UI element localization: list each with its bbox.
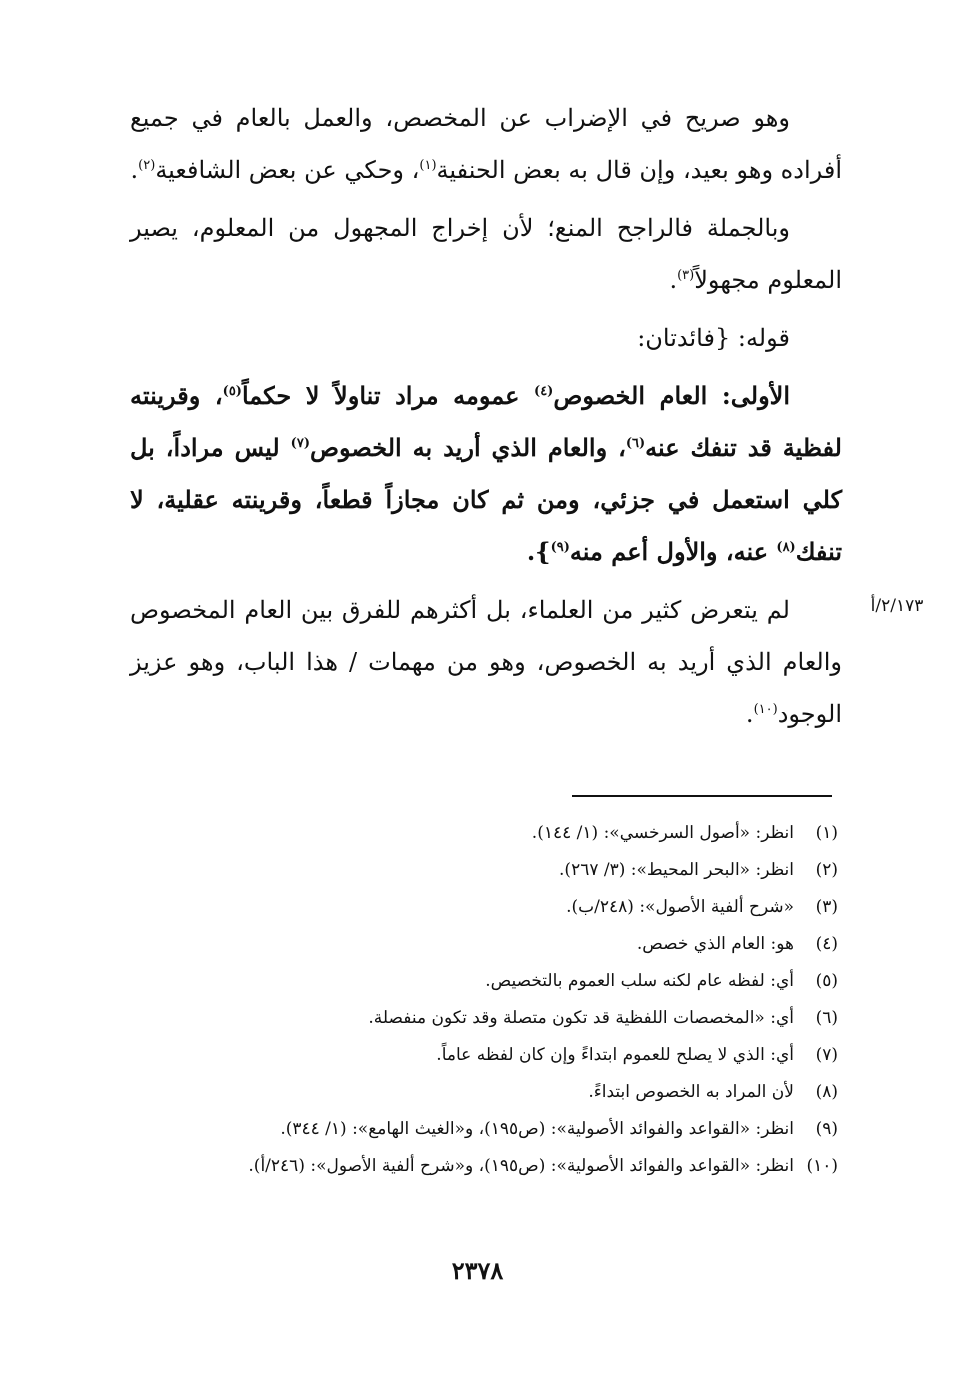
footnote-number: (٥) bbox=[815, 971, 838, 991]
paragraph-5 bbox=[130, 584, 842, 740]
footnote-item bbox=[120, 1000, 838, 1037]
text-run: وبالجملة فالراجح المنع؛ لأن إخراج المجهول من المعلوم، يصير المعلوم مجهولاً bbox=[130, 214, 842, 294]
text-run: }. bbox=[526, 537, 551, 566]
paragraph-1 bbox=[130, 92, 842, 196]
text-run: . bbox=[745, 700, 754, 728]
footnote-ref-6[interactable]: (٦) bbox=[625, 436, 646, 451]
footnote-item bbox=[120, 889, 838, 926]
text-run: . bbox=[669, 266, 678, 294]
footnote-text: لأن المراد به الخصوص ابتداءً. bbox=[588, 1082, 794, 1102]
footnote-item bbox=[120, 815, 838, 852]
text-run: ليس مراداً، بل كلي استعمل في جزئي، ومن ثم كان مجازاً قطعاً، وقرينته عقلية، لا تنفك bbox=[130, 433, 842, 566]
text-run: عمومه مراد تناولاً لا حكماً bbox=[241, 381, 535, 410]
footnote-number: (٣) bbox=[815, 897, 838, 917]
footnote-number: (٧) bbox=[815, 1045, 838, 1065]
text-run: ، وقرينته لفظية قد تنفك عنه bbox=[130, 381, 842, 462]
text-run: الأولى: العام الخصوص bbox=[553, 381, 791, 410]
footnote-item bbox=[120, 1148, 838, 1185]
footnote-text: انظر: «القواعد والفوائد الأصولية»: (ص١٩٥)، و«شرح ألفية الأصول»: (٢٤٦/أ). bbox=[248, 1156, 794, 1176]
manuscript-folio-marker: ٢/١٧٣/أ bbox=[870, 596, 924, 616]
footnote-text: أي: الذي لا يصلح للعموم ابتداءً وإن كان لفظه عاماً. bbox=[436, 1045, 794, 1065]
footnote-number: (٢) bbox=[815, 860, 838, 880]
footnote-text: انظر: «أصول السرخسي»: (١/ ١٤٤). bbox=[531, 823, 794, 843]
text-run: وهو صريح في الإضراب عن المخصص، والعمل بالعام في جميع أفراده وهو بعيد، وإن قال به بعض الحنفية bbox=[130, 104, 842, 184]
paragraph-2 bbox=[130, 202, 842, 306]
footnotes-list bbox=[120, 815, 838, 1185]
footnote-text: انظر: «البحر المحيط»: (٣/ ٢٦٧). bbox=[559, 860, 794, 880]
footnote-number: (١) bbox=[815, 823, 838, 843]
paragraph-3-heading bbox=[130, 312, 842, 364]
footnote-text: أي: «المخصصات اللفظية قد تكون متصلة وقد تكون منفصلة. bbox=[368, 1008, 794, 1028]
footnote-ref-1[interactable]: (١) bbox=[419, 158, 437, 173]
footnote-item bbox=[120, 1111, 838, 1148]
footnote-text: أي: لفظه عام لكنه سلب العموم بالتخصيص. bbox=[485, 971, 794, 991]
footnote-item bbox=[120, 1037, 838, 1074]
footnote-number: (٦) bbox=[815, 1008, 838, 1028]
text-run: عنه، والأول أعم منه bbox=[569, 537, 777, 566]
footnote-ref-5[interactable]: (٥) bbox=[222, 384, 242, 399]
footnote-ref-4[interactable]: (٤) bbox=[534, 384, 554, 399]
footnote-text: انظر: «القواعد والفوائد الأصولية»: (ص١٩٥)، و«الغيث الهامع»: (١/ ٣٤٤). bbox=[280, 1119, 794, 1139]
footnote-number: (٤) bbox=[815, 934, 838, 954]
footnote-text: هو: العام الذي خصص. bbox=[636, 934, 794, 954]
text-run: لم يتعرض كثير من العلماء، بل أكثرهم للفرق بين العام المخصوص والعام الذي أريد به الخصوص، وهو من مهمات / هذا الباب، وهو عزيز الوجود bbox=[130, 596, 842, 728]
footnote-ref-8[interactable]: (٨) bbox=[776, 540, 796, 555]
footnote-ref-3[interactable]: (٣) bbox=[677, 268, 695, 283]
text-run: ، والعام الذي أريد به الخصوص bbox=[309, 433, 626, 462]
footnote-number: (٨) bbox=[815, 1082, 838, 1102]
footnote-item bbox=[120, 852, 838, 889]
text-run: قوله: {فائدتان: bbox=[637, 324, 790, 352]
text-run: . bbox=[130, 156, 139, 184]
paragraph-4-quoted bbox=[130, 370, 842, 578]
footnote-separator bbox=[572, 795, 832, 797]
footnote-number: (٩) bbox=[815, 1119, 838, 1139]
main-text bbox=[130, 92, 842, 740]
footnote-ref-9[interactable]: (٩) bbox=[550, 540, 570, 555]
footnote-ref-7[interactable]: (٧) bbox=[290, 436, 310, 451]
footnote-item bbox=[120, 1074, 838, 1111]
footnote-item bbox=[120, 963, 838, 1000]
page-number: ٢٣٧٨ bbox=[451, 1256, 504, 1285]
footnote-number: (١٠) bbox=[806, 1156, 838, 1176]
footnote-item bbox=[120, 926, 838, 963]
text-run: ، وحكي عن بعض الشافعية bbox=[155, 156, 420, 184]
footnote-ref-2[interactable]: (٢) bbox=[138, 158, 156, 173]
footnote-text: «شرح ألفية الأصول»: (٢٤٨/ب). bbox=[566, 897, 794, 917]
footnote-ref-10[interactable]: (١٠) bbox=[753, 702, 778, 717]
